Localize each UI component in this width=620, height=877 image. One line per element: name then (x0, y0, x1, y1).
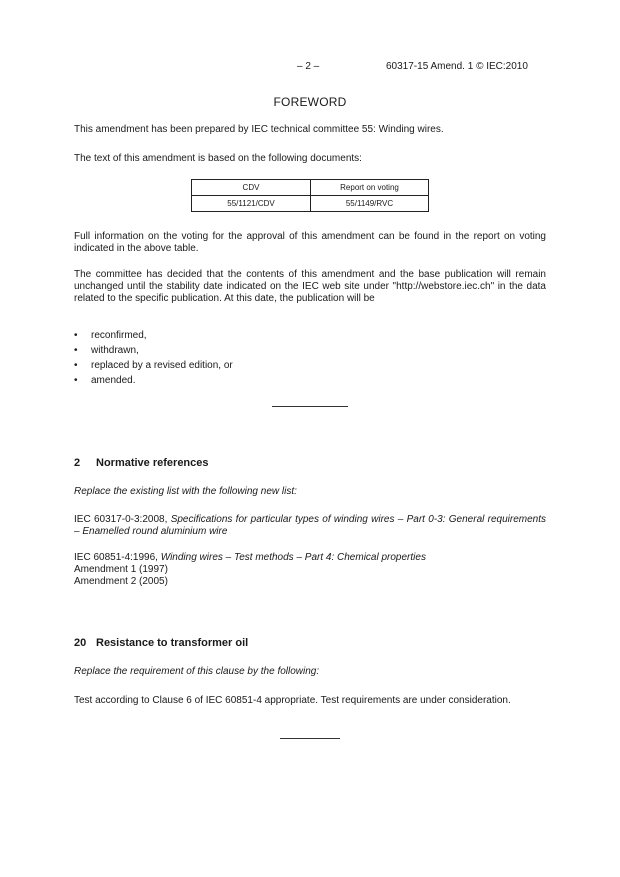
amendment-1: Amendment 1 (1997) (74, 564, 168, 575)
table-header-row (192, 180, 429, 196)
table-row (192, 196, 429, 212)
bullet-icon: • (74, 360, 78, 371)
section-20-heading (74, 637, 248, 650)
section-2-instruction: Replace the existing list with the following new list: (74, 486, 297, 497)
table-header-cdv: CDV (192, 180, 311, 196)
documents-table (191, 179, 429, 212)
section-20-body: Test according to Clause 6 of IEC 60851-4 appropriate. Test requirements are under consideration. (74, 695, 511, 706)
section-number: 20 (74, 637, 87, 649)
list-item: • withdrawn, (74, 345, 139, 356)
reference-iec-60317-0-3 (74, 514, 546, 538)
reference-title: Specifications for particular types of winding wires – Part 0-3: General requirements – Enamelled round aluminium wire (74, 514, 547, 537)
section-title: Normative references (96, 457, 209, 469)
bullet-icon: • (74, 375, 78, 386)
section-divider (272, 406, 348, 407)
list-item: • amended. (74, 375, 136, 386)
section-2-heading (74, 457, 209, 470)
reference-title: Winding wires – Test methods – Part 4: Chemical properties (160, 552, 426, 563)
table-header-report: Report on voting (311, 180, 429, 196)
section-number: 2 (74, 457, 81, 469)
reference-code: IEC 60851-4:1996, (74, 552, 158, 563)
bullet-icon: • (74, 330, 78, 341)
list-item: • reconfirmed, (74, 330, 147, 341)
end-divider (280, 738, 340, 739)
stability-paragraph: The committee has decided that the contents of this amendment and the base publication will remain unchanged until the stability date indicated on the IEC web site under "http://webstore.iec.ch" in the data related to the specific publication. At this date, the publication will be (74, 269, 546, 304)
foreword-intro: This amendment has been prepared by IEC technical committee 55: Winding wires. (74, 124, 444, 135)
section-20-instruction: Replace the requirement of this clause by the following: (74, 666, 320, 677)
page-number: – 2 – (297, 61, 320, 72)
reference-iec-60851-4 (74, 552, 546, 588)
table-cell-rvc: 55/1149/RVC (311, 196, 429, 212)
section-title: Resistance to transformer oil (96, 637, 249, 649)
voting-info-paragraph: Full information on the voting for the approval of this amendment can be found in the report on voting indicated in the above table. (74, 231, 546, 254)
foreword-title: FOREWORD (273, 95, 347, 109)
list-item: • replaced by a revised edition, or (74, 360, 233, 371)
reference-code: IEC 60317-0-3:2008, (74, 514, 168, 525)
document-reference: 60317-15 Amend. 1 © IEC:2010 (386, 61, 528, 72)
table-cell-cdv: 55/1121/CDV (192, 196, 311, 212)
amendment-2: Amendment 2 (2005) (74, 576, 168, 587)
publication-status-list (74, 330, 233, 390)
bullet-icon: • (74, 345, 78, 356)
foreword-based-on: The text of this amendment is based on the following documents: (74, 153, 362, 164)
